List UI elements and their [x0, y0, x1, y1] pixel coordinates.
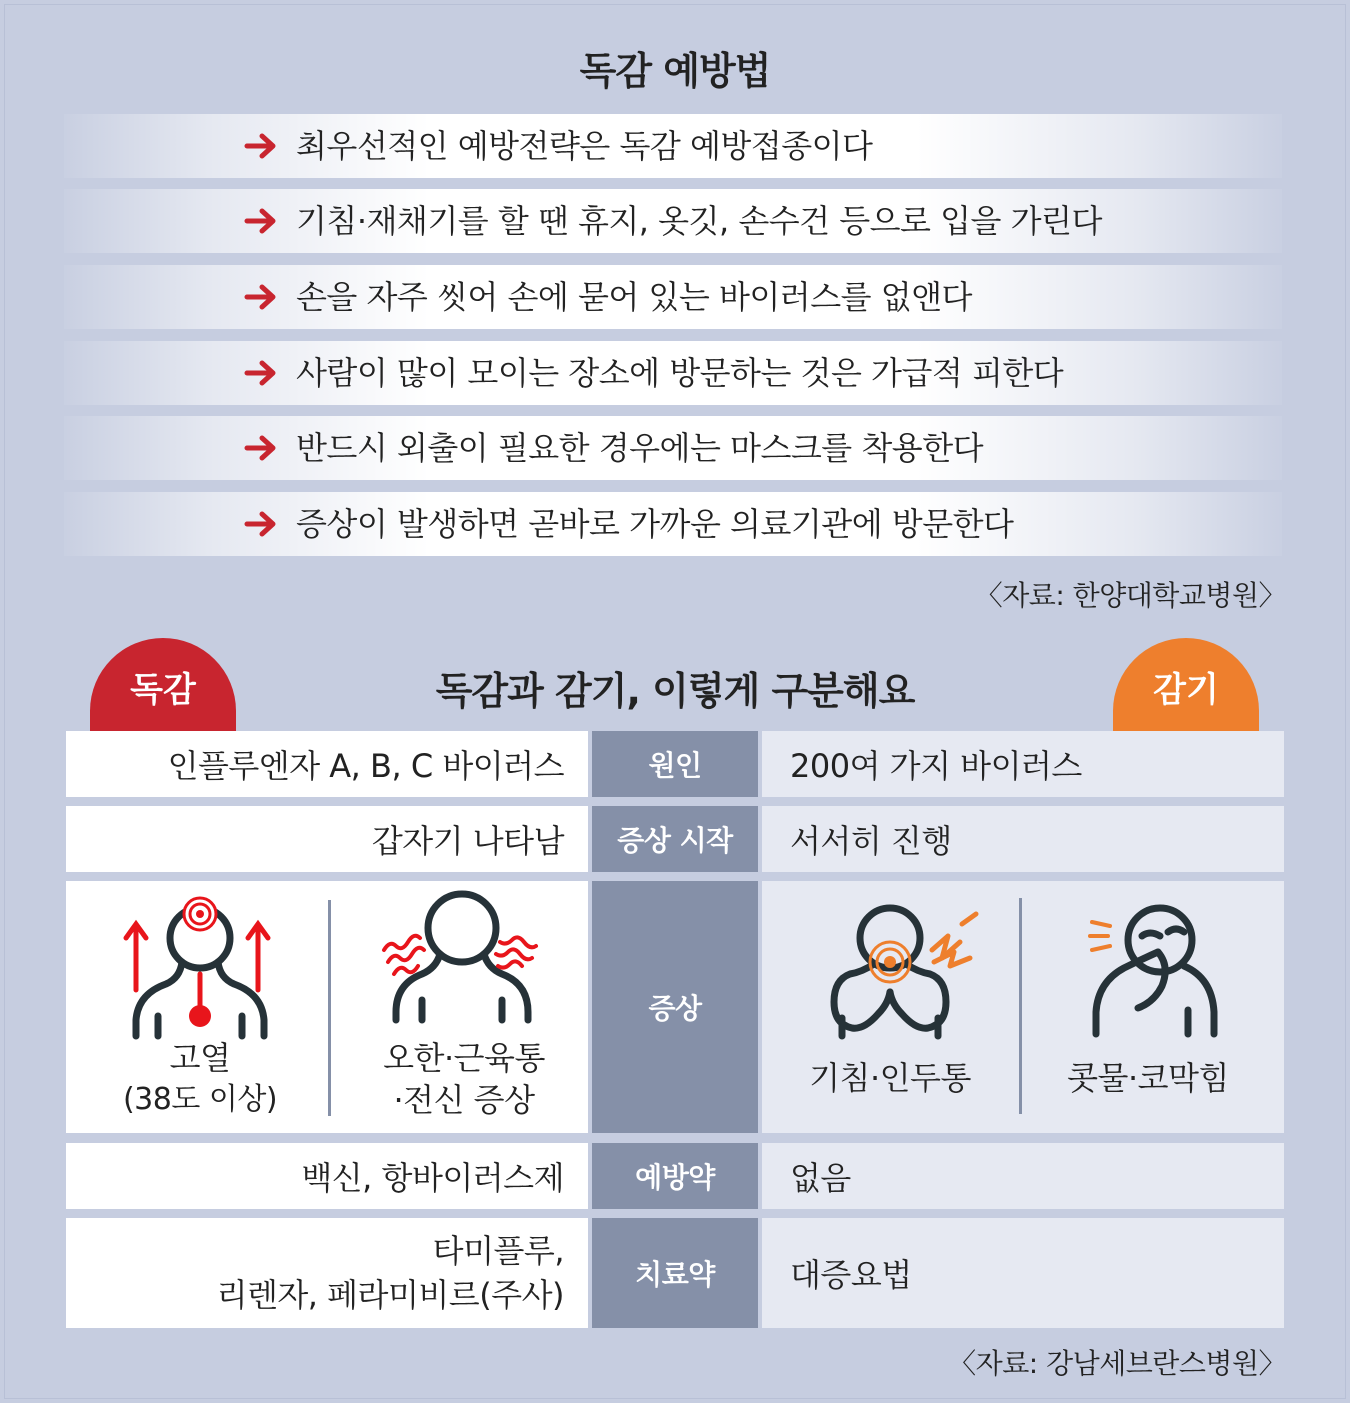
arrow-right-icon: [244, 430, 280, 466]
prevention-tip: [64, 189, 1282, 253]
prevention-source: 〈자료: 한양대학교병원〉: [974, 579, 1286, 612]
cold-prevention-drug: 없음: [762, 1143, 1284, 1209]
category-cause: 원인: [592, 731, 758, 797]
prevention-tip-text: 사람이 많이 모이는 장소에 방문하는 것은 가급적 피한다: [296, 354, 1064, 392]
flu-treatment: [66, 1218, 588, 1328]
flu-symptom-divider: [328, 900, 331, 1116]
flu-cause: 인플루엔자 A, B, C 바이러스: [66, 731, 588, 797]
prevention-tip-text: 손을 자주 씻어 손에 묻어 있는 바이러스를 없앤다: [296, 278, 972, 316]
flu-prevention-drug: 백신, 항바이러스제: [66, 1143, 588, 1209]
category-symptoms: 증상: [592, 881, 758, 1133]
flu-bubble: 독감: [90, 638, 236, 742]
prevention-tip-text: 반드시 외출이 필요한 경우에는 마스크를 착용한다: [296, 429, 984, 467]
chills-icon: [382, 888, 542, 1024]
runny-nose-icon: [1088, 902, 1224, 1038]
cough-label: 기침·인두통: [809, 1059, 971, 1097]
cold-treatment: 대증요법: [762, 1218, 1284, 1328]
arrow-right-icon: [244, 355, 280, 391]
prevention-tip: [64, 416, 1282, 480]
arrow-right-icon: [244, 203, 280, 239]
prevention-tip-text: 최우선적인 예방전략은 독감 예방접종이다: [296, 127, 873, 165]
comparison-title: 독감과 감기, 이렇게 구분해요: [435, 669, 915, 713]
cough-sore-throat-icon: [828, 900, 980, 1040]
flu-onset: 갑자기 나타남: [66, 806, 588, 872]
arrow-right-icon: [244, 506, 280, 542]
cold-bubble: 감기: [1113, 638, 1259, 742]
arrow-right-icon: [244, 128, 280, 164]
prevention-title: 독감 예방법: [579, 49, 771, 93]
arrow-right-icon: [244, 279, 280, 315]
prevention-tip: [64, 265, 1282, 329]
cold-onset: 서서히 진행: [762, 806, 1284, 872]
prevention-tip: [64, 492, 1282, 556]
category-prevention-drug: 예방약: [592, 1143, 758, 1209]
flu-treatment-line1: 타미플루,: [432, 1232, 564, 1270]
category-onset: 증상 시작: [592, 806, 758, 872]
category-treatment: 치료약: [592, 1218, 758, 1328]
cold-cause: 200여 가지 바이러스: [762, 731, 1284, 797]
prevention-tip: [64, 114, 1282, 178]
chills-detail: ·전신 증상: [393, 1081, 535, 1119]
fever-detail: (38도 이상): [122, 1082, 278, 1117]
prevention-tip-text: 기침·재채기를 할 땐 휴지, 옷깃, 손수건 등으로 입을 가린다: [296, 202, 1102, 240]
comparison-source: 〈자료: 강남세브란스병원〉: [948, 1347, 1286, 1380]
prevention-tip-text: 증상이 발생하면 곧바로 가까운 의료기관에 방문한다: [296, 505, 1014, 543]
cold-symptom-divider: [1019, 898, 1022, 1114]
chills-label: 오한·근육통: [383, 1039, 545, 1077]
prevention-tip: [64, 341, 1282, 405]
fever-icon: [126, 890, 274, 1040]
fever-label: 고열: [169, 1039, 231, 1077]
runny-nose-label: 콧물·코막힘: [1067, 1059, 1229, 1097]
flu-treatment-line2: 리렌자, 페라미비르(주사): [216, 1276, 564, 1314]
